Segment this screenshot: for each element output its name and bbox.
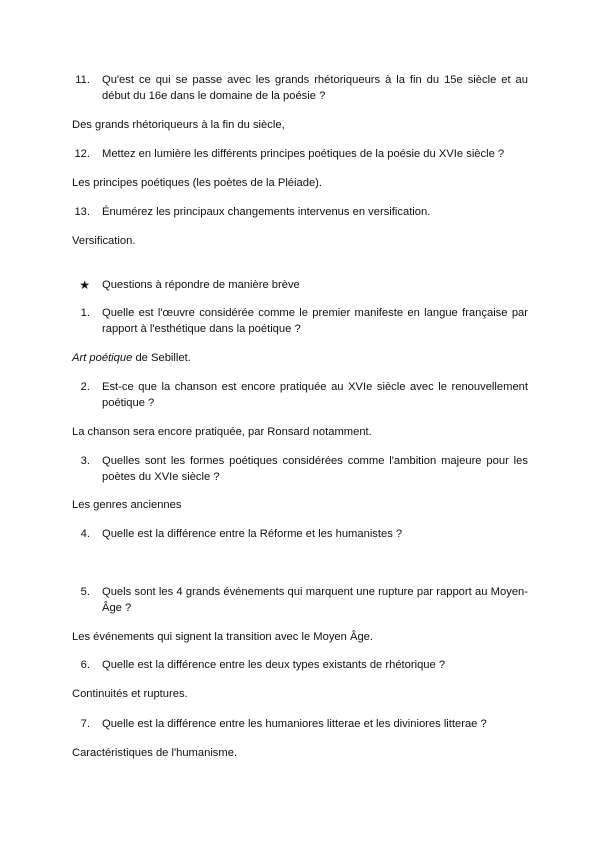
brief-question-5 (72, 584, 528, 616)
brief-answer-7: Caractéristiques de l'humanisme. (72, 747, 238, 759)
question-text: Quelle est la différence entre les humaniores litterae et les diviniores litterae ? (102, 718, 487, 730)
question-number: 7. (80, 718, 90, 730)
question-text: Mettez en lumière les différents principes poétiques de la poésie du XVIe siècle ? (102, 148, 505, 160)
brief-answer-2: La chanson sera encore pratiquée, par Ronsard notamment. (72, 426, 372, 438)
question-text: Quelles sont les formes poétiques considérées comme l'ambition majeure pour les poètes du XVIe siècle ? (102, 455, 528, 483)
question-number: 6. (80, 659, 90, 671)
question-12 (72, 146, 528, 162)
answer-13: Versification. (72, 235, 136, 247)
question-number: 1. (80, 307, 90, 319)
question-text: Qu'est ce qui se passe avec les grands rhétoriqueurs à la fin du 15e siècle et au début du 16e dans le domaine de la poésie ? (102, 74, 528, 102)
section-title: Questions à répondre de manière brève (102, 279, 300, 291)
question-number: 5. (80, 586, 90, 598)
question-number: 4. (80, 528, 90, 540)
question-13 (72, 204, 528, 220)
question-number: 12. (74, 148, 90, 160)
brief-question-4 (72, 526, 528, 542)
question-text: Est-ce que la chanson est encore pratiquée au XVIe siècle avec le renouvellement poétique ? (102, 381, 528, 409)
star-icon: ★ (79, 278, 90, 292)
answer-italic-title: Art poétique (72, 352, 133, 364)
brief-answer-1 (72, 350, 528, 366)
brief-answer-3: Les genres anciennes (72, 499, 182, 511)
answer-11: Des grands rhétoriqueurs à la fin du siècle, (72, 119, 285, 131)
brief-question-6 (72, 657, 528, 673)
question-text: Quelle est la différence entre les deux types existants de rhétorique ? (102, 659, 446, 671)
question-text: Quelle est la différence entre la Réforme et les humanistes ? (102, 528, 403, 540)
question-number: 13. (74, 206, 90, 218)
brief-question-3 (72, 453, 528, 485)
brief-question-1 (72, 305, 528, 337)
question-number: 2. (80, 381, 90, 393)
brief-answer-5: Les événements qui signent la transition avec le Moyen Âge. (72, 631, 373, 643)
question-text: Quelle est l'œuvre considérée comme le premier manifeste en langue française par rapport à l'esthétique dans la poétique ? (102, 307, 528, 335)
brief-answer-6: Continuités et ruptures. (72, 688, 188, 700)
question-text: Quels sont les 4 grands événements qui marquent une rupture par rapport au Moyen-Âge ? (102, 586, 528, 614)
question-number: 3. (80, 455, 90, 467)
answer-12: Les principes poétiques (les poètes de la Pléiade). (72, 177, 323, 189)
brief-question-2 (72, 379, 528, 411)
section-heading (72, 277, 528, 293)
question-number: 11. (75, 74, 90, 86)
question-11 (72, 72, 528, 104)
brief-question-7 (72, 716, 528, 732)
answer-rest: de Sebillet. (132, 352, 191, 364)
question-text: Énumérez les principaux changements intervenus en versification. (102, 206, 431, 218)
